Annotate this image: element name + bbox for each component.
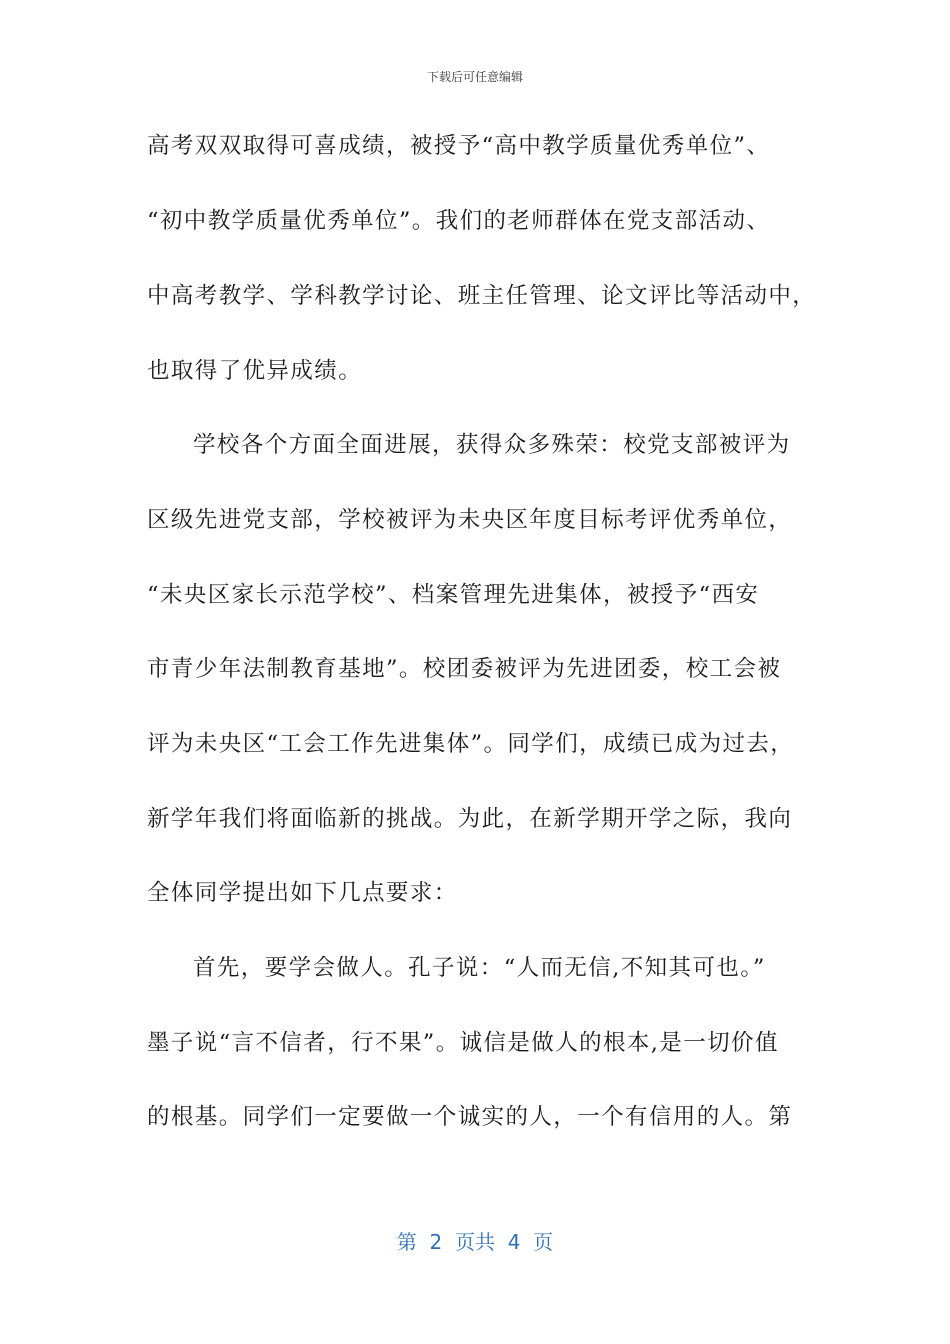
text-line-paragraph-start: 学校各个方面全面进展，获得众多殊荣：校党支部被评为 bbox=[193, 432, 791, 458]
text-line: 高考双双取得可喜成绩，被授予“高中教学质量优秀单位”、 bbox=[147, 133, 771, 159]
text-line: 区级先进党支部，学校被评为未央区年度目标考评优秀单位， bbox=[147, 507, 793, 533]
text-line: 市青少年法制教育基地”。校团委被评为先进团委，校工会被 bbox=[147, 656, 782, 682]
text-line: “未央区家长示范学校”、档案管理先进集体，被授予“西安 bbox=[147, 582, 760, 608]
text-line: 全体同学提出如下几点要求： bbox=[147, 880, 458, 906]
text-line: 的根基。同学们一定要做一个诚实的人，一个有信用的人。第 bbox=[147, 1104, 793, 1130]
text-line: 新学年我们将面临新的挑战。为此，在新学期开学之际，我向 bbox=[147, 806, 793, 832]
page-header-note: 下载后可任意编辑 bbox=[426, 70, 523, 84]
text-line: “初中教学质量优秀单位”。我们的老师群体在党支部活动、 bbox=[147, 208, 771, 234]
text-line: 也取得了优异成绩。 bbox=[147, 358, 363, 384]
page-number: 第 2 页共 4 页 bbox=[396, 1230, 554, 1254]
text-line: 墨子说“言不信者，行不果”。诚信是做人的根本,是一切价值 bbox=[147, 1030, 779, 1056]
text-line-paragraph-start: 首先，要学会做人。孔子说：“人而无信,不知其可也。” bbox=[193, 955, 766, 981]
text-line: 评为未央区“工会工作先进集体”。同学们，成绩已成为过去， bbox=[147, 731, 795, 757]
text-line: 中高考教学、学科教学讨论、班主任管理、论文评比等活动中， bbox=[147, 283, 817, 309]
